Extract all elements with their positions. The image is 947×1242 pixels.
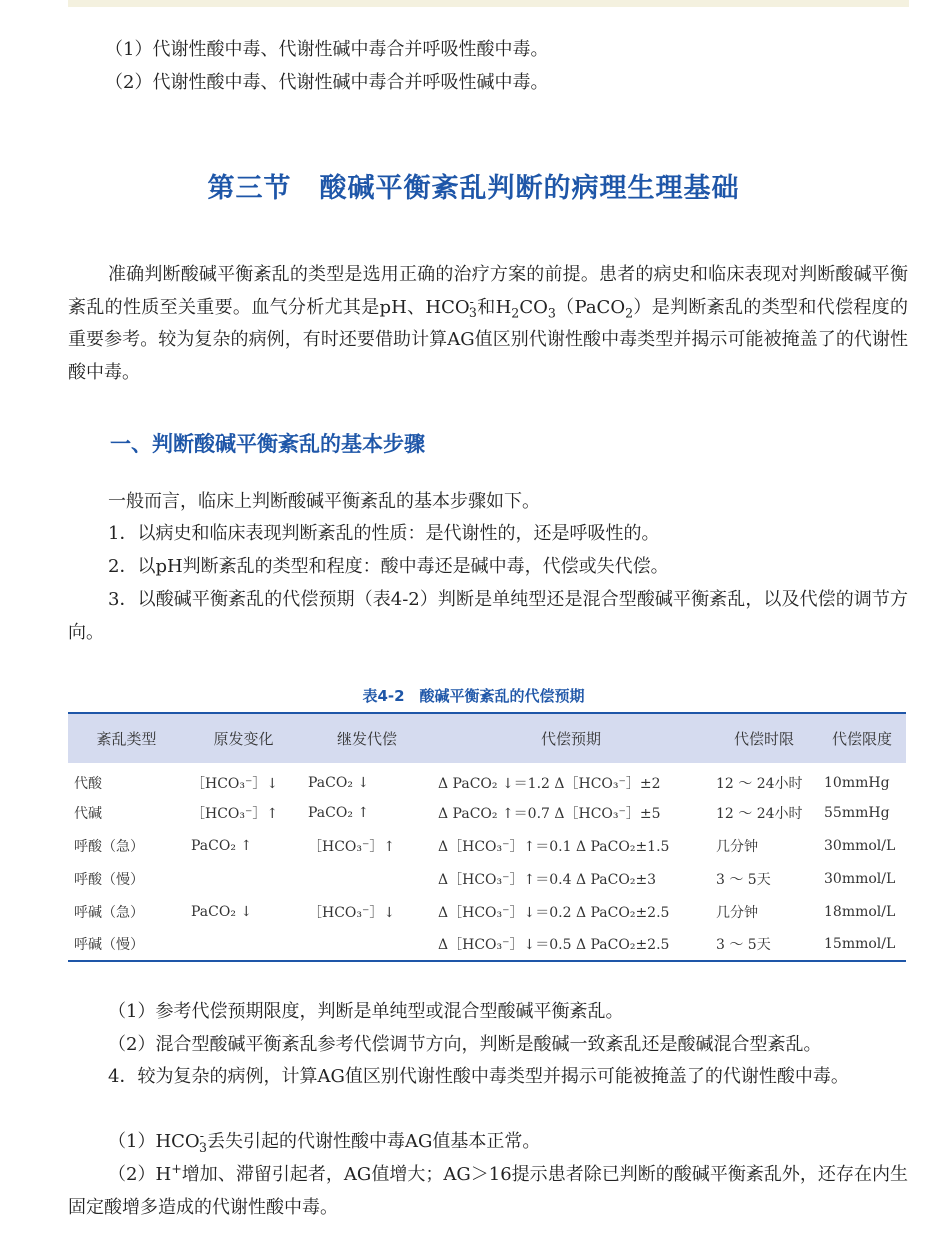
table-row [68, 928, 906, 961]
cell-secondary [302, 928, 432, 961]
step-2: 2．以pH判断紊乱的类型和程度：酸中毒还是碱中毒，代偿或失代偿。 [108, 556, 669, 577]
cell-type: 代酸 [74, 775, 102, 792]
cell-type: 呼酸（慢） [74, 871, 144, 888]
cell-limit: 55mmHg [824, 804, 890, 821]
table-row [68, 829, 906, 862]
cell-expected: Δ［HCO₃⁻］↓＝0.5 Δ PaCO₂±2.5 [438, 937, 670, 953]
cell-limit: 10mmHg [824, 774, 890, 791]
cell-limit: 15mmol/L [824, 936, 896, 952]
cell-time: 几分钟 [716, 838, 758, 855]
cell-type: 代碱 [74, 805, 102, 822]
table-row [68, 895, 906, 928]
cell-expected: Δ［HCO₃⁻］↓＝0.2 Δ PaCO₂±2.5 [438, 904, 670, 921]
cell-expected: Δ PaCO₂ ↓＝1.2 Δ［HCO₃⁻］±2 [438, 775, 661, 792]
after-item-3: $(1)HCO^-_3$丢失引起的代谢性酸中毒AG值基本正常。 [108, 1128, 541, 1155]
cell-time: 几分钟 [716, 904, 758, 921]
cell-secondary: PaCO₂ ↑ [308, 804, 370, 821]
cell-expected: Δ［HCO₃⁻］↑＝0.4 Δ PaCO₂±3 [438, 871, 657, 888]
header-type: 紊乱类型 [96, 730, 157, 748]
cell-limit: 30mmol/L [824, 870, 896, 887]
cell-secondary [302, 862, 432, 895]
step-3: 3．以酸碱平衡紊乱的代偿预期（表4-2）判断是单纯型还是混合型酸碱平衡紊乱，以及代偿的调节方向。 [68, 589, 908, 643]
cell-time: 3 ～ 5天 [716, 937, 771, 953]
cell-primary [185, 862, 302, 895]
cell-primary: ［HCO₃⁻］↑ [191, 805, 279, 822]
header-expected: 代偿预期 [540, 730, 601, 748]
subheading-basic-steps: 一、判断酸碱平衡紊乱的基本步骤 [110, 431, 425, 456]
cell-time: 12 ～ 24小时 [716, 805, 803, 822]
compensation-table [68, 712, 906, 962]
cell-secondary: PaCO₂ ↓ [308, 774, 370, 791]
table-row [68, 796, 906, 829]
cell-type: 呼碱（慢） [74, 937, 144, 953]
cell-expected: Δ［HCO₃⁻］↑＝0.1 Δ PaCO₂±1.5 [438, 838, 670, 855]
cell-type: 呼碱（急） [74, 904, 144, 921]
top-decor-band [68, 0, 909, 7]
table-header-row [68, 713, 906, 763]
header-primary: 原发变化 [213, 730, 274, 748]
cell-primary [185, 928, 302, 961]
cell-limit: 30mmol/L [824, 837, 896, 854]
header-time: 代偿时限 [733, 730, 794, 748]
header-secondary: 继发代偿 [336, 730, 397, 748]
cell-type: 呼酸（急） [74, 838, 144, 855]
step-4: 4．较为复杂的病例，计算AG值区别代谢性酸中毒类型并揭示可能被掩盖了的代谢性酸中毒。 [108, 1066, 849, 1087]
cell-time: 3 ～ 5天 [716, 871, 771, 888]
after-item-4: （2）H+增加、滞留引起者，AG值增大；AG＞16提示患者除已判断的酸碱平衡紊乱外，还存在内生固定酸增多造成的代谢性酸中毒。 [68, 1161, 908, 1218]
step-1: 1．以病史和临床表现判断紊乱的性质：是代谢性的，还是呼吸性的。 [108, 523, 660, 544]
cell-limit: 18mmol/L [824, 903, 896, 920]
table-row [68, 763, 906, 796]
cell-primary: PaCO₂ ↓ [191, 903, 253, 920]
after-item-2: （2）混合型酸碱平衡紊乱参考代偿调节方向，判断是酸碱一致紊乱还是酸碱混合型紊乱。 [108, 1034, 822, 1055]
cell-time: 12 ～ 24小时 [716, 775, 803, 792]
cell-secondary: ［HCO₃⁻］↑ [308, 838, 396, 855]
header-limit: 代偿限度 [831, 730, 892, 748]
intro-paragraph: 准确判断酸碱平衡紊乱的类型是选用正确的治疗方案的前提。患者的病史和临床表现对判断酸碱平衡紊乱的性质至关重要。血气分析尤其是pH、$HCO^-_3$和$H_2CO_3(PaCO_2)$是判断紊乱的类型和代偿程度的重要参考。较为复杂的病例，有时还要借助计算AG值区别代谢性酸中毒类型并揭示可能被掩盖了的代谢性酸中毒。 [68, 264, 908, 383]
cell-secondary: ［HCO₃⁻］↓ [308, 904, 396, 921]
after-item-1: （1）参考代偿预期限度，判断是单纯型或混合型酸碱平衡紊乱。 [108, 1001, 624, 1022]
prev-item-1: （1）代谢性酸中毒、代谢性碱中毒合并呼吸性酸中毒。 [105, 39, 549, 60]
steps-intro: 一般而言，临床上判断酸碱平衡紊乱的基本步骤如下。 [108, 491, 540, 512]
table-caption: 表4-2 酸碱平衡紊乱的代偿预期 [362, 687, 585, 705]
cell-expected: Δ PaCO₂ ↑＝0.7 Δ［HCO₃⁻］±5 [438, 805, 661, 822]
cell-primary: PaCO₂ ↑ [191, 837, 253, 854]
section-title: 第三节 酸碱平衡紊乱判断的病理生理基础 [207, 173, 740, 204]
prev-item-2: （2）代谢性酸中毒、代谢性碱中毒合并呼吸性碱中毒。 [105, 72, 549, 93]
cell-primary: ［HCO₃⁻］↓ [191, 775, 279, 792]
table-row [68, 862, 906, 895]
